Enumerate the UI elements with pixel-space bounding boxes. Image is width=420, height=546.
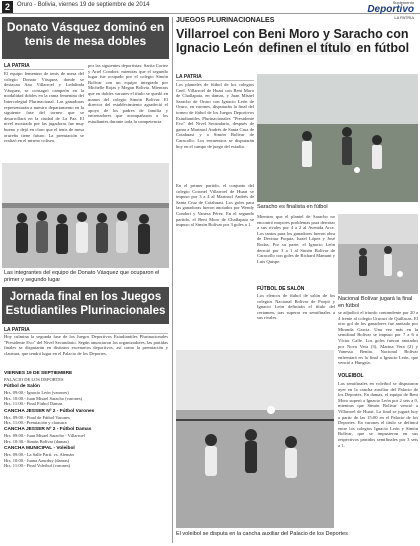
headline-part: en fútbol xyxy=(352,41,410,55)
schedule-block xyxy=(4,427,168,444)
main-col-2: Mientras que el plantel de Saracho no encontró mayores problemas para derrotar a sus rivales por 4 a 2 al Avenida Arce. Los tantos para los ganadores fueron obra de Devinar Poquiz, Israel López y José Rodas. Por su parte, el Ignacio León derrotó por 3 a 1 al Simón Bolívar de Caracollo con goles de Richard Mamani y Luis Quispe. xyxy=(257,214,335,264)
photo-caption-saracho: Saracho es finalista en fútbol xyxy=(257,204,328,210)
schedule-title: CANCHA MUNICIPAL - Voleibol xyxy=(4,446,75,452)
schedule-line: Hrs. 11:00.- Premiación y clausura xyxy=(4,420,67,426)
futsal-subheading: FÚTBOL DE SALÓN xyxy=(257,286,305,292)
main-headline xyxy=(176,27,418,71)
main-col-1b: En el primer partido, el conjunto del colegio Coronel Villarroel de Huari se impuso por 3 a 4 al Marinacl Andrés de Santa Cruz de Cotahuasi. Los goles para las ganadoras fueron anotados por Wendy Condori y Vanesa Pérez. En el segundo partido, el Beni Moro de Challapata se impuso al Simón Bolívar por 3 goles a 1. xyxy=(176,183,254,228)
schedule-block xyxy=(4,409,168,426)
main-col-3: se adjudicó el triunfo contundente por 20 a 4 frente al colegio Urucuri de Quillacas. El otro gol de los ganadores fue anotado por Miranda Garcia. Una vez más en la semifinal Bolívar se impuso por 7 a 6 a Víctor Calle. Los goles fueron anotados por Nova Vera (3), Marina Vera (2) y Vanessa Benito. Nacional Bolívar enfrentará en la final a Ignacio León, que venció a Hungría. xyxy=(338,310,418,366)
photo-tenis-team xyxy=(2,163,169,268)
headline-tenis: Donato Vásquez dominó en tenis de mesa dobles xyxy=(2,17,169,59)
page-number: 2 xyxy=(2,1,13,13)
schedule-line: Hrs. 10:00.- Juan Misael Saracho (varones) xyxy=(4,395,83,401)
brand-sub: LA PATRIA xyxy=(394,15,414,20)
page-header xyxy=(0,0,420,20)
schedule-block xyxy=(4,446,168,468)
article-col-2: por las siguientes deportistas: Sarita Cortez y Ariel Condori; mientras que el segundo lugar fue ocupado por el colegio Simón Bolívar con un equipo integrado por Michelle Rojas y Megan Bolivia. Mientras que en dobles varones el título se quedó en manos del colegio Simón Bolívar. El director del establecimiento agradeció el apoyo de los padres de familia y entrenadores que acompañaron a los estudiantes durante toda la competencia. xyxy=(88,63,168,124)
schedule-line: Hrs. 10:00.- Juana Azurduy (damas) xyxy=(4,457,70,463)
main-col-4: Las semifinales en voleibol se disputaron ayer en la cancha auxiliar del Palacio de los Deportes. En damas, el equipo de Beni Moro superó a Ignacio León por 2 sets a 0, mientras que Simón Bolívar venció a Villarroel de Huari. La final se jugará hoy a partir de las 15:00 en el Palacio de los Deportes. En varones el título se definirá entre los colegios Ignacio León y Simón Bolívar, que se impusieron en sus respectivos partidos semifinales por 3 sets a 1. xyxy=(338,381,418,448)
kicker: JUEGOS PLURINACIONALES xyxy=(176,17,275,24)
schedule-title: VIERNES 19 DE SEPTIEMBRE xyxy=(4,371,73,376)
schedule-block xyxy=(4,371,168,382)
schedule-line: Hrs. 09:00.- Final de Fútbol Varones xyxy=(4,414,70,420)
photo-caption-bolivar: Nacional Bolívar jugará la final en fútbol xyxy=(338,296,413,309)
schedule-line: Hrs. 09:00.- Ignacio León (varones) xyxy=(4,390,69,396)
section-label: LA PATRIA xyxy=(4,63,84,70)
brand-top: Suplemento xyxy=(392,0,414,5)
schedule-title: Fútbol de Salón xyxy=(4,384,40,390)
brand-name: Deportivo xyxy=(367,4,414,15)
schedule-title: CANCHA JESSER Nº 2 - Fútbol Varones xyxy=(4,408,95,414)
schedule-line: Hrs. 11:00.- Final Fútbol Damas xyxy=(4,401,63,407)
schedule-title: CANCHA JESSER Nº 2 - Fútbol Damas xyxy=(4,427,92,433)
photo-caption-tenis: Las integrantes del equipo de Donato Vásquez que ocuparon el primer y segundo lugar xyxy=(4,270,160,283)
section-label-3: LA PATRIA xyxy=(176,74,254,81)
schedule-line: Hrs. 10:30.- Simón Bolívar (damas) xyxy=(4,438,69,444)
photo-nacional-bolivar xyxy=(338,214,418,294)
article-col-1: El equipo femenino de tenis de mesa del colegio Donato Vásquez, donde se destacan Ana Villarroel y Ledalinda Vásquez, se consagró campeón en la modalidad dobles en la rama femenina del Intercolegial Plurinacional. Las ganadoras representarán a nuestro departamento en la siguiente fase del torneo que se desarrollará en la ciudad de La Paz. El nivel mostrado por las jugadoras fue muy bueno y dejó en claro que el tenis de mesa orureño tiene futuro. La premiación se realizó en el mismo coliseo. xyxy=(4,71,84,144)
main-col-1a: Los planteles de fútbol de los colegios Cnel. Villarroel de Huari con Beni Moro de Challapata, en damas, y Juan Misael Saracho de Oruro con Ignacio León de Oruro, en varones, disputarán la final del torneo de fútbol de los Juegos Deportivos Estudiantiles Plurinacionales "Presidente Evo" del Nivel Secundario, después de ganar a Marinacl Andrés de Santa Cruz de Cotahuasi y a Simón Bolívar de Caracollo. Los encuentros se disputarán hoy en el campo de juego del estadio. xyxy=(176,82,254,149)
futsal-body: Los elencos de fútbol de salón de los colegios Nacional Bolívar de Poopó y Ignacio León definirán el título del certamen, tras superar en semifinales a sus rivales. xyxy=(257,293,335,321)
photo-saracho xyxy=(257,74,418,202)
schedule-line: Hrs. 11:00.- Final Voleibol (varones) xyxy=(4,463,71,469)
schedule-line: Hrs. 09:00.- La Salle Parti. vs. Alemán xyxy=(4,452,74,458)
schedule-line: Hrs. 09:00.- Juan Misael Saracho - Villarroel xyxy=(4,433,85,439)
article-jornada-body: Hoy culmina la segunda fase de los Juegos Deportivos Estudiantiles Plurinacionales "Presidente Evo" del Nivel Secundario. Según anunciaron los organizadores, las partidas finales se disputarán en distintos escenarios deportivos, así como la premiación y clausura, que tendrá lugar en el Palacio de los Deportes. xyxy=(4,334,168,356)
schedule-line: PALACIO DE LOS DEPORTES xyxy=(4,377,64,382)
photo-voleibol xyxy=(176,350,334,528)
voleibol-subheading: VOLEIBOL xyxy=(338,373,364,379)
headline-highlight: definen el título xyxy=(258,41,351,55)
schedule-block xyxy=(4,384,168,406)
dateline: Oruro - Bolivia, viernes 19 de septiembre de 2014 xyxy=(17,2,150,8)
section-label-2: LA PATRIA xyxy=(4,327,168,334)
schedule-list xyxy=(4,371,168,543)
photo-caption-voleibol: El voleibol se disputa en la cancha auxiliar del Palacio de los Deportes xyxy=(176,531,348,537)
headline-part: Villarroel con Beni Moro y Saracho con Ignacio León xyxy=(176,27,409,55)
column-divider xyxy=(172,17,173,543)
headline-jornada: Jornada final en los Juegos Estudiantiles Plurinacionales xyxy=(2,287,169,324)
